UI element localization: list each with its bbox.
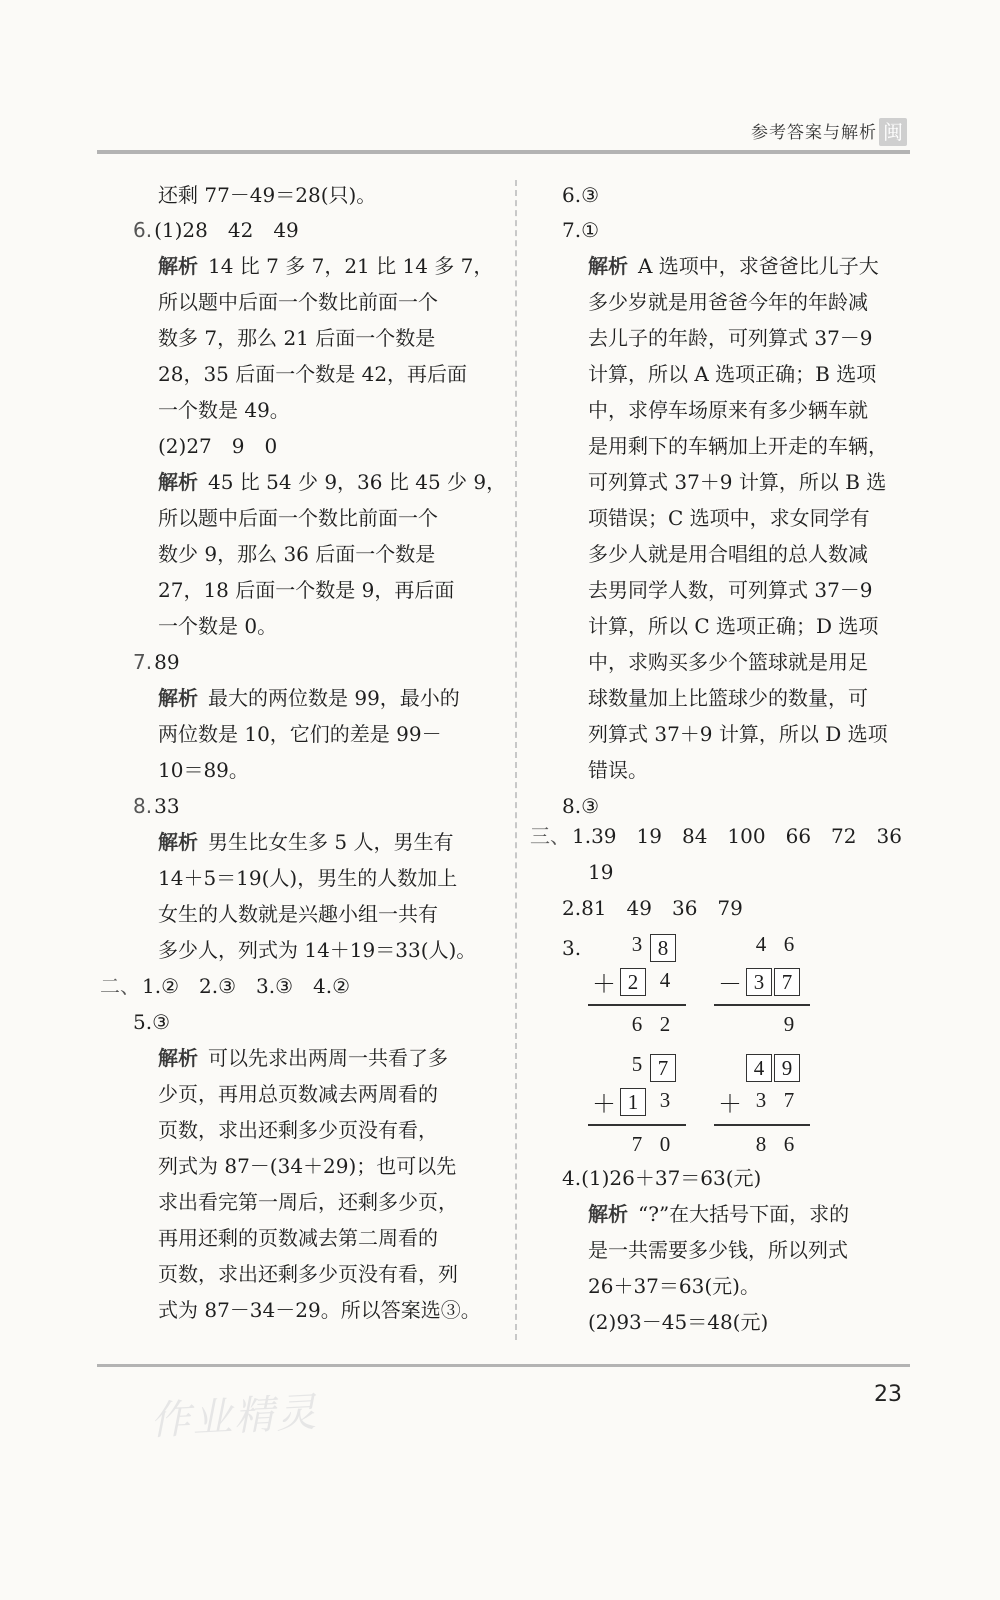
r-q7-jiexi-line-3: 去儿子的年龄，可列算式 37－9 [588, 326, 873, 350]
q6-jiexi2-line-5: 一个数是 0。 [158, 614, 278, 638]
sec2-jiexi-line-2: 少页，再用总页数减去两周看的 [158, 1082, 438, 1106]
arith4-bot-1: 7 [783, 1088, 795, 1112]
r-q7-jiexi-line-8: 项错误；C 选项中，求女同学有 [588, 506, 870, 530]
arith1-bot-1: 4 [659, 968, 671, 992]
sec2-jiexi-line-6: 再用还剩的页数减去第二周看的 [158, 1226, 438, 1250]
q6-jiexi1-line-2: 所以题中后面一个数比前面一个 [158, 290, 438, 314]
q8-jiexi-line-2: 14＋5＝19(人)，男生的人数加上 [158, 866, 458, 890]
page-number: 23 [874, 1382, 902, 1407]
sec2-jiexi-line-3: 页数，求出还剩多少页没有看， [158, 1118, 438, 1142]
q7-jiexi-line-1: 解析 最大的两位数是 99，最小的 [158, 686, 460, 710]
jiexi-label: 解析 [158, 686, 198, 710]
q4-jiexi-line-3: 26＋37＝63(元)。 [588, 1274, 760, 1298]
q6-jiexi1-line-3: 数多 7，那么 21 后面一个数是 [158, 326, 436, 350]
section-3-number: 三、 [530, 824, 570, 848]
jiexi-label: 解析 [588, 254, 628, 278]
footer-rule [97, 1364, 910, 1367]
arith2-bot-0-box: 3 [746, 968, 772, 996]
arith2-top-0: 4 [755, 932, 767, 956]
arith4-op: ＋ [718, 1092, 742, 1118]
arith2-res-1: 9 [783, 1012, 795, 1036]
jiexi-label: 解析 [158, 254, 198, 278]
q8-jiexi-line-1: 解析 男生比女生多 5 人，男生有 [158, 830, 454, 854]
arith1-bot-0-box: 2 [620, 968, 646, 996]
arith4-bot-0: 3 [755, 1088, 767, 1112]
arith4-rule [714, 1124, 810, 1126]
arith3-top-1-box: 7 [650, 1054, 676, 1082]
arith4-top-1-box: 9 [774, 1054, 800, 1082]
section-3-q1: 三、 1.39 19 84 100 66 72 36 [530, 824, 902, 848]
section-2-number: 二、 [100, 974, 140, 998]
sec2-jiexi-line-4: 列式为 87－(34＋29)；也可以先 [158, 1154, 457, 1178]
q7-answer: 7. 89 [133, 650, 180, 674]
arith3-bot-0-box: 1 [620, 1088, 646, 1116]
q4-jiexi-line-2: 是一共需要多少钱，所以列式 [588, 1238, 848, 1262]
q8-answer: 8. 33 [133, 794, 180, 818]
header-title: 参考答案与解析 [751, 123, 877, 143]
left-line-1: 还剩 77－49＝28(只)。 [158, 183, 377, 207]
arith1-top-1-box: 8 [650, 934, 676, 962]
q6-part1: (1)28 42 49 [154, 218, 299, 242]
r-q7-jiexi-line-7: 可列算式 37＋9 计算，所以 B 选 [588, 470, 887, 494]
q6-answer [133, 212, 299, 248]
q6-jiexi1-line-1: 解析 14 比 7 多 7，21 比 14 多 7， [158, 254, 494, 278]
jiexi-label: 解析 [158, 1046, 198, 1070]
arith-problem-1 [588, 932, 688, 1042]
arith2-top-1: 6 [783, 932, 795, 956]
arith2-rule [714, 1004, 810, 1006]
q6-jiexi1-line-4: 28，35 后面一个数是 42，再后面 [158, 362, 468, 386]
sec2-jiexi-line-1: 解析 可以先求出两周一共看了多 [158, 1046, 448, 1070]
section-3-q3: 3. [562, 936, 582, 960]
arith-problem-4 [712, 1052, 812, 1162]
jiexi-label: 解析 [588, 1202, 628, 1226]
sec2-q5: 5.③ [133, 1010, 171, 1034]
q7-jiexi-line-3: 10＝89。 [158, 758, 249, 782]
q4-jiexi-line-1: 解析 “?”在大括号下面，求的 [588, 1202, 850, 1226]
r-q7-jiexi-line-12: 中，求购买多少个篮球就是用足 [588, 650, 868, 674]
arith2-bot-1-box: 7 [774, 968, 800, 996]
r-q7-jiexi-line-15: 错误。 [588, 758, 648, 782]
sec2-jiexi-line-8: 式为 87－34－29。所以答案选③。 [158, 1298, 481, 1322]
arith1-res-1: 2 [659, 1012, 671, 1036]
q7-jiexi-line-2: 两位数是 10，它们的差是 99－ [158, 722, 442, 746]
arith-problem-2 [712, 932, 812, 1042]
r-q7-jiexi-line-10: 去男同学人数，可列算式 37－9 [588, 578, 873, 602]
jiexi-label: 解析 [158, 830, 198, 854]
q6-jiexi2-line-3: 数少 9，那么 36 后面一个数是 [158, 542, 436, 566]
arith-problem-3 [588, 1052, 688, 1162]
q6-number: 6. [133, 218, 153, 242]
q8-number: 8. [133, 794, 153, 818]
arith4-top-0-box: 4 [746, 1054, 772, 1082]
arith1-top-0: 3 [631, 932, 643, 956]
section-2-answers: 二、 1.② 2.③ 3.③ 4.② [100, 974, 351, 998]
watermark: 作业精灵 [149, 1389, 320, 1445]
section-3-q1-cont: 19 [588, 860, 614, 884]
r-q7-jiexi-line-13: 球数量加上比篮球少的数量，可 [588, 686, 868, 710]
arith4-res-1: 6 [783, 1132, 795, 1156]
arith3-op: ＋ [592, 1092, 616, 1118]
r-q7-jiexi-line-14: 列算式 37＋9 计算，所以 D 选项 [588, 722, 888, 746]
r-q7-jiexi-line-9: 多少人就是用合唱组的总人数减 [588, 542, 868, 566]
arith4-res-0: 8 [755, 1132, 767, 1156]
arith1-rule [588, 1004, 686, 1006]
sec2-jiexi-line-5: 求出看完第一周后，还剩多少页， [158, 1190, 458, 1214]
q6-jiexi2-line-4: 27，18 后面一个数是 9，再后面 [158, 578, 455, 602]
r-q7-jiexi-line-6: 是用剩下的车辆加上开走的车辆， [588, 434, 888, 458]
r-q7-jiexi-line-4: 计算，所以 A 选项正确；B 选项 [588, 362, 877, 386]
q7-number: 7. [133, 650, 153, 674]
q6-part2: (2)27 9 0 [158, 434, 278, 458]
section-3-q2: 2.81 49 36 79 [562, 896, 743, 920]
arith3-res-1: 0 [659, 1132, 671, 1156]
q6-jiexi2-line-2: 所以题中后面一个数比前面一个 [158, 506, 438, 530]
column-divider [515, 180, 517, 1340]
arith1-op: ＋ [592, 972, 616, 998]
section-3-q4-part2: (2)93－45＝48(元) [588, 1310, 769, 1334]
arith3-bot-1: 3 [659, 1088, 671, 1112]
arith2-op: － [718, 972, 742, 998]
r-q7-jiexi-line-2: 多少岁就是用爸爸今年的年龄减 [588, 290, 868, 314]
jiexi-label: 解析 [158, 470, 198, 494]
arith3-top-0: 5 [631, 1052, 643, 1076]
arith1-res-0: 6 [631, 1012, 643, 1036]
r-q6-answer: 6.③ [562, 183, 600, 207]
section-3-q4-part1: 4.(1)26＋37＝63(元) [562, 1166, 762, 1190]
arith3-res-0: 7 [631, 1132, 643, 1156]
q8-jiexi-line-3: 女生的人数就是兴趣小组一共有 [158, 902, 438, 926]
arith3-rule [588, 1124, 686, 1126]
q6-jiexi1-line-5: 一个数是 49。 [158, 398, 290, 422]
r-q7-jiexi-line-1: 解析 A 选项中，求爸爸比儿子大 [588, 254, 879, 278]
q6-jiexi2-line-1: 解析 45 比 54 少 9，36 比 45 少 9， [158, 470, 507, 494]
r-q7-answer: 7.① [562, 218, 600, 242]
r-q7-jiexi-line-11: 计算，所以 C 选项正确；D 选项 [588, 614, 879, 638]
r-q7-jiexi-line-5: 中，求停车场原来有多少辆车就 [588, 398, 868, 422]
q8-jiexi-line-4: 多少人，列式为 14＋19＝33(人)。 [158, 938, 477, 962]
header-rule [97, 150, 910, 154]
region-badge: 闽 [879, 118, 907, 146]
r-q8-answer: 8.③ [562, 794, 600, 818]
sec2-jiexi-line-7: 页数，求出还剩多少页没有看，列 [158, 1262, 458, 1286]
